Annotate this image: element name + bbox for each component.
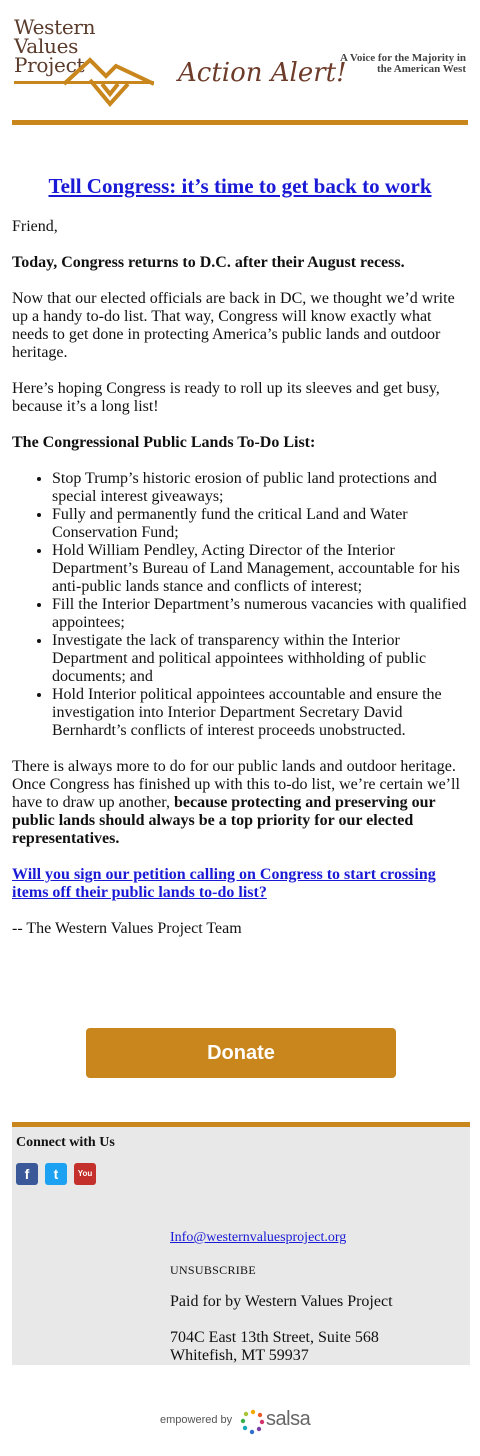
email-body (12, 218, 468, 956)
youtube-icon[interactable]: You (74, 1163, 96, 1185)
header (12, 0, 468, 120)
footer (12, 1122, 470, 1365)
header-divider (12, 120, 468, 125)
petition-link[interactable]: Will you sign our petition calling on Congress to start crossing items off their public lands to-do list? (12, 866, 436, 901)
headline (12, 174, 468, 199)
paragraph-1: Now that our elected officials are back in DC, we thought we’d write up a handy to-do list. That way, Congress will know exactly what needs to get done in protecting America’s public lands and outdoor heritage. (12, 290, 455, 361)
list-item: • Investigate the lack of transparency within the Interior Department and political appointees withholding of public documents; and (52, 632, 468, 686)
salutation: Friend, (12, 218, 58, 235)
logo-text: Western Values Project (14, 15, 96, 77)
powered-by-badge[interactable] (148, 1408, 328, 1436)
paragraph-2: Here’s hoping Congress is ready to roll up its sleeves and get busy, because it’s a long list! (12, 380, 440, 415)
list-item: • Hold William Pendley, Acting Director of the Interior Department’s Bureau of Land Management, accountable for his anti-public lands stance and conflicts of interest; (52, 542, 468, 596)
list-title: The Congressional Public Lands To-Do List: (12, 434, 316, 451)
unsubscribe-link[interactable]: UNSUBSCRIBE (170, 1263, 256, 1277)
signoff: -- The Western Values Project Team (12, 920, 242, 937)
action-alert-title: Action Alert! (178, 58, 347, 88)
list-item: • Fully and permanently fund the critical Land and Water Conservation Fund; (52, 506, 468, 542)
headline-link[interactable]: Tell Congress: it’s time to get back to work (48, 174, 432, 198)
list-item: • Fill the Interior Department’s numerous vacancies with qualified appointees; (52, 596, 468, 632)
connect-heading: Connect with Us (16, 1135, 115, 1150)
address-line-2: Whitefish, MT 59937 (170, 1347, 309, 1364)
list-item: • Stop Trump’s historic erosion of public land protections and special interest giveaways; (52, 470, 468, 506)
tagline: A Voice for the Majority in the American West (340, 52, 466, 75)
todo-list (12, 470, 468, 740)
salsa-brand-text: salsa (266, 1408, 311, 1430)
paragraph-3-bold: because protecting and preserving our public lands should always be a top priority for our elected representatives. (12, 794, 436, 847)
intro-bold: Today, Congress returns to D.C. after their August recess. (12, 254, 405, 271)
twitter-icon[interactable]: t (45, 1163, 67, 1185)
paragraph-3 (12, 758, 468, 848)
paid-for-disclaimer: Paid for by Western Values Project (170, 1293, 393, 1310)
powered-by-text: empowered by (160, 1414, 233, 1426)
donate-button[interactable]: Donate (86, 1028, 396, 1078)
salsa-logo-icon (240, 1408, 266, 1436)
mountain-logo-icon (64, 56, 154, 108)
list-item: • Hold Interior political appointees accountable and ensure the investigation into Interior Department Secretary David Bernhardt’s conflicts of interest proceeds unobstructed. (52, 686, 468, 740)
mailing-address (170, 1329, 379, 1365)
facebook-icon[interactable]: f (16, 1163, 38, 1185)
email-container (12, 0, 468, 1364)
paragraph-3-plain: There is always more to do for our public lands and outdoor heritage. Once Congress has finished up with this to-do list, we’re certain we’ll have to draw up another, (12, 758, 460, 811)
email-contact (170, 1230, 346, 1246)
email-link[interactable]: Info@westernvaluesproject.org (170, 1230, 347, 1245)
address-line-1: 704C East 13th Street, Suite 568 (170, 1329, 379, 1346)
